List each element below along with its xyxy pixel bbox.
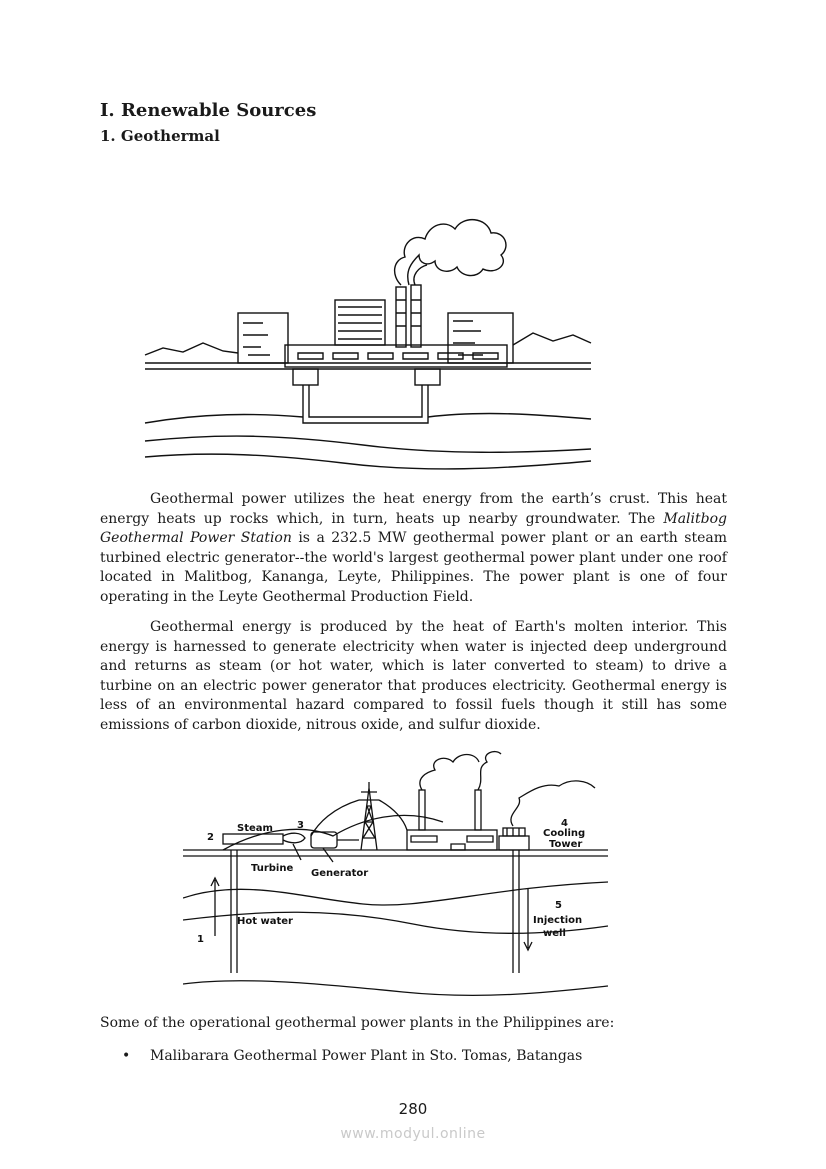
well-label: well: [543, 928, 566, 939]
paragraph-geothermal-energy: Geothermal energy is produced by the heat of Earth's molten interior. This energy is harnessed to generate electricity when water is injected deep underground and returns as steam (or hot water, which is later converted to steam) to drive a turbine on an electric power generator that produces electricity. Geothermal energy is less of an environmental hazard compared to fossil fuels though it still has some emissions of carbon dioxide, nitrous oxide, and sulfur dioxide.: [100, 619, 727, 733]
geothermal-plant-illustration: [143, 205, 593, 475]
generator-label: Generator: [311, 868, 369, 879]
list-item: • Malibarara Geothermal Power Plant in Sto. Tomas, Batangas: [122, 1048, 583, 1064]
hot-water-label: Hot water: [237, 916, 293, 927]
paragraph-geothermal-power: Geothermal power utilizes the heat energy from the earth’s crust. This heat energy heats up rocks which, in turn, heats up nearby groundwater. The Malitbog Geothermal Power Station is a 232.5 MW geothermal power plant or an earth steam turbined electric generator--the world's largest geothermal power plant under one roof located in Malitbog, Kananga, Leyte, Philippines. The power plant is one of four operating in the Leyte Geothermal Production Field.: [100, 491, 727, 605]
tower-label: Tower: [549, 839, 583, 850]
page-number: 280: [398, 1100, 428, 1118]
label-4: 4: [561, 818, 568, 829]
cooling-label: Cooling: [543, 828, 586, 839]
bullet-icon: •: [122, 1048, 131, 1064]
injection-label: Injection: [533, 915, 583, 926]
malitbog-station-name: Malitbog Geothermal Power Station: [100, 510, 727, 547]
geothermal-process-diagram: [183, 748, 608, 1000]
section-heading: I. Renewable Sources: [100, 100, 317, 121]
turbine-label: Turbine: [251, 863, 294, 874]
watermark: www.modyul.online: [340, 1126, 486, 1142]
subsection-heading: 1. Geothermal: [100, 127, 220, 145]
list-intro: Some of the operational geothermal power plants in the Philippines are:: [100, 1015, 615, 1031]
label-2: 2: [207, 832, 214, 843]
label-3: 3: [297, 820, 304, 831]
label-1: 1: [197, 934, 204, 945]
label-5: 5: [555, 900, 562, 911]
steam-label: Steam: [237, 823, 273, 834]
